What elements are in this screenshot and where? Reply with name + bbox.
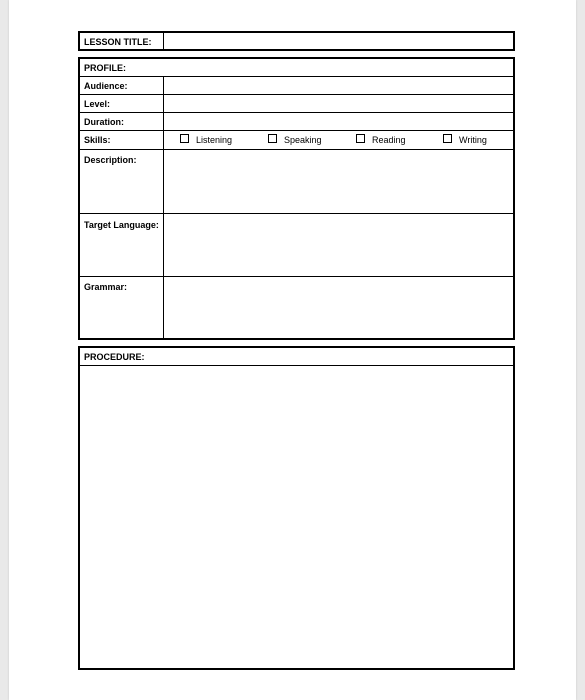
divider	[80, 130, 513, 131]
procedure-box	[78, 346, 515, 670]
listening-checkbox[interactable]	[180, 134, 189, 143]
duration-field[interactable]	[165, 113, 513, 130]
listening-label: Listening	[196, 135, 233, 145]
lesson-title-box	[78, 31, 515, 51]
description-field[interactable]	[165, 150, 513, 213]
target-language-field[interactable]	[165, 214, 513, 276]
level-field[interactable]	[165, 95, 513, 112]
speaking-checkbox[interactable]	[268, 134, 277, 143]
profile-box	[78, 57, 515, 340]
level-label: Level:	[84, 99, 111, 109]
description-label: Description:	[84, 155, 137, 165]
reading-label: Reading	[372, 135, 406, 145]
audience-label: Audience:	[84, 81, 128, 91]
skills-label: Skills:	[84, 135, 111, 145]
grammar-label: Grammar:	[84, 282, 128, 292]
grammar-field[interactable]	[165, 277, 513, 338]
lesson-title-field[interactable]	[165, 33, 513, 49]
lesson-title-label: LESSON TITLE:	[84, 37, 152, 47]
reading-checkbox[interactable]	[356, 134, 365, 143]
divider	[163, 77, 164, 338]
writing-checkbox[interactable]	[443, 134, 452, 143]
duration-label: Duration:	[84, 117, 124, 127]
profile-header: PROFILE:	[84, 63, 126, 73]
speaking-label: Speaking	[284, 135, 322, 145]
procedure-label: PROCEDURE:	[84, 352, 145, 362]
form-page	[9, 0, 576, 700]
target-language-label: Target Language:	[84, 220, 159, 230]
writing-label: Writing	[459, 135, 487, 145]
divider	[163, 33, 164, 49]
procedure-field[interactable]	[80, 366, 513, 668]
audience-field[interactable]	[165, 77, 513, 94]
